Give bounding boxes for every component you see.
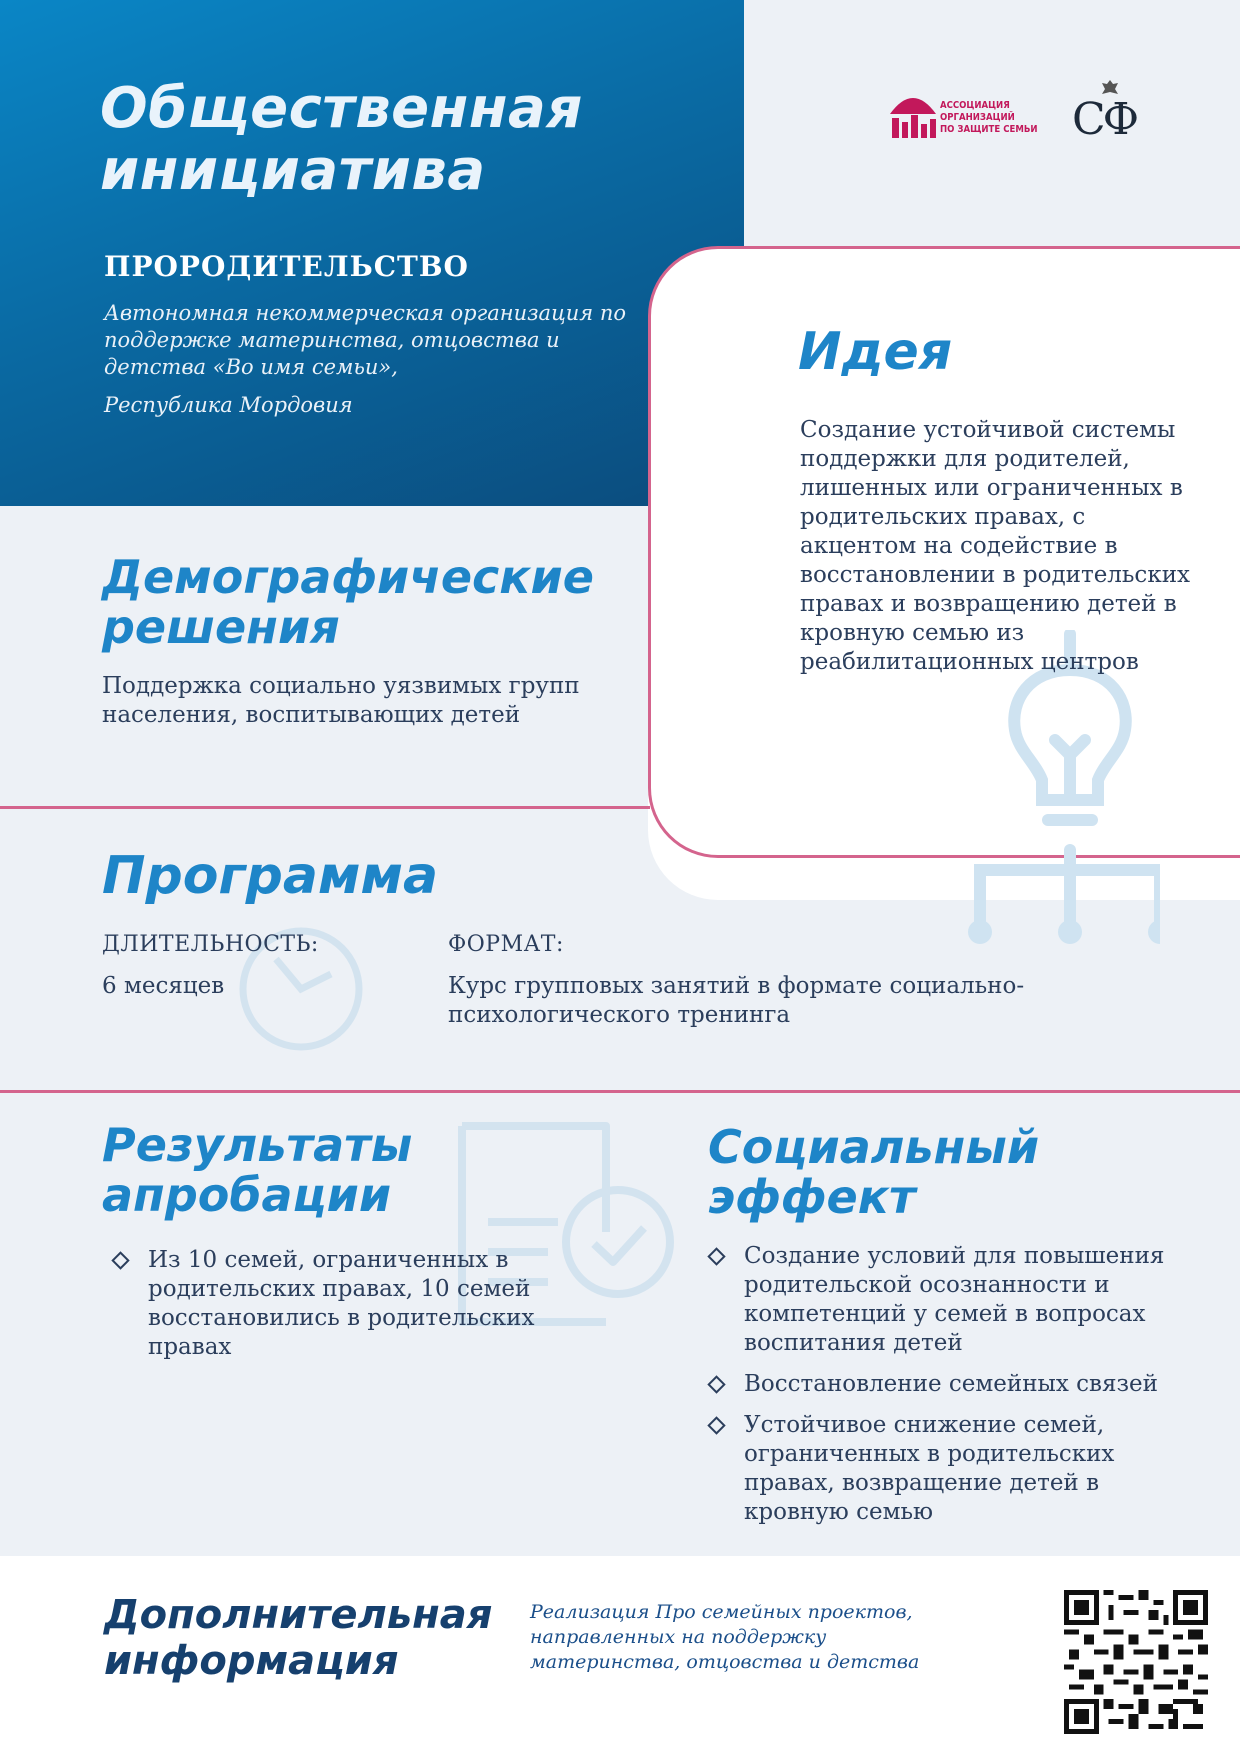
list-item [110,1246,540,1362]
lightbulb-icon [960,630,1160,950]
org-region: Республика Мордовия [104,393,353,417]
association-logo-text [940,100,1050,136]
idea-title: Идея [798,322,953,382]
divider-2 [0,1090,1240,1093]
format-label: ФОРМАТ: [448,932,564,957]
qr-code[interactable] [1064,1590,1208,1734]
social-title [708,1122,1039,1222]
results-title [102,1120,412,1220]
demographic-text: Поддержка социально уязвимых групп населения, воспитывающих детей [102,673,580,728]
results-title-line-2: апробации [102,1168,392,1222]
list-item [706,1370,1196,1399]
assoc-line-2: ОРГАНИЗАЦИЙ [940,112,1015,123]
diamond-bullet-icon [707,1375,725,1393]
footer-title-line-1: Дополнительная [104,1592,493,1638]
footer-note: Реализация Про семейных проектов, направленных на поддержку материнства, отцовства и детства [530,1601,920,1673]
org-description: Автономная некоммерческая организация по поддержке материнства, отцовства и детства «Во имя семьи», [104,301,627,379]
association-logo [888,86,1038,142]
duration-label: ДЛИТЕЛЬНОСТЬ: [102,932,319,957]
list-item [706,1411,1196,1527]
program-title: Программа [102,846,439,906]
list-item-text: Устойчивое снижение семей, ограниченных в родительских правах, возвращение детей в кровную семью [744,1412,1115,1525]
demographic-title-line-1: Демографические [102,550,594,604]
social-list [706,1242,1196,1539]
umbrella-icon [888,88,938,142]
assoc-line-1: АССОЦИАЦИЯ [940,100,1010,111]
results-title-line-1: Результаты [102,1118,413,1172]
diamond-bullet-icon [111,1251,129,1269]
org-name: ПРОРОДИТЕЛЬСТВО [104,250,469,283]
title-line-1: Общественная [100,76,583,141]
page-title [100,78,700,202]
idea-text: Создание устойчивой системы поддержки для родителей, лишенных или ограниченных в родительских правах, с акцентом на содействие в восстановлении в родительских правах и возвращению детей в кровную семью из реабилитационных центров [800,417,1190,675]
assoc-line-3: ПО ЗАЩИТЕ СЕМЬИ [940,124,1038,135]
demographic-title-line-2: решения [102,600,340,654]
format-value: Курс групповых занятий в формате социально-психологического тренинга [448,973,1025,1028]
diamond-bullet-icon [707,1247,725,1265]
list-item-text: Из 10 семей, ограниченных в родительских правах, 10 семей восстановились в родительских правах [148,1247,535,1360]
diamond-bullet-icon [707,1416,725,1434]
demographic-title [102,552,594,652]
footer-title [104,1592,492,1684]
results-list [110,1246,540,1374]
social-title-line-2: эффект [708,1170,916,1224]
title-line-2: инициатива [100,138,486,203]
footer-title-line-2: информация [104,1638,399,1684]
list-item-text: Создание условий для повышения родительской осознанности и компетенций у семей в вопросах воспитания детей [744,1243,1165,1356]
divider-1 [0,806,650,809]
social-title-line-1: Социальный [708,1120,1040,1174]
list-item-text: Восстановление семейных связей [744,1371,1158,1397]
sf-logo-text: СФ [1072,94,1137,145]
list-item [706,1242,1196,1358]
duration-value: 6 месяцев [102,973,225,999]
federation-council-logo [1068,78,1148,148]
